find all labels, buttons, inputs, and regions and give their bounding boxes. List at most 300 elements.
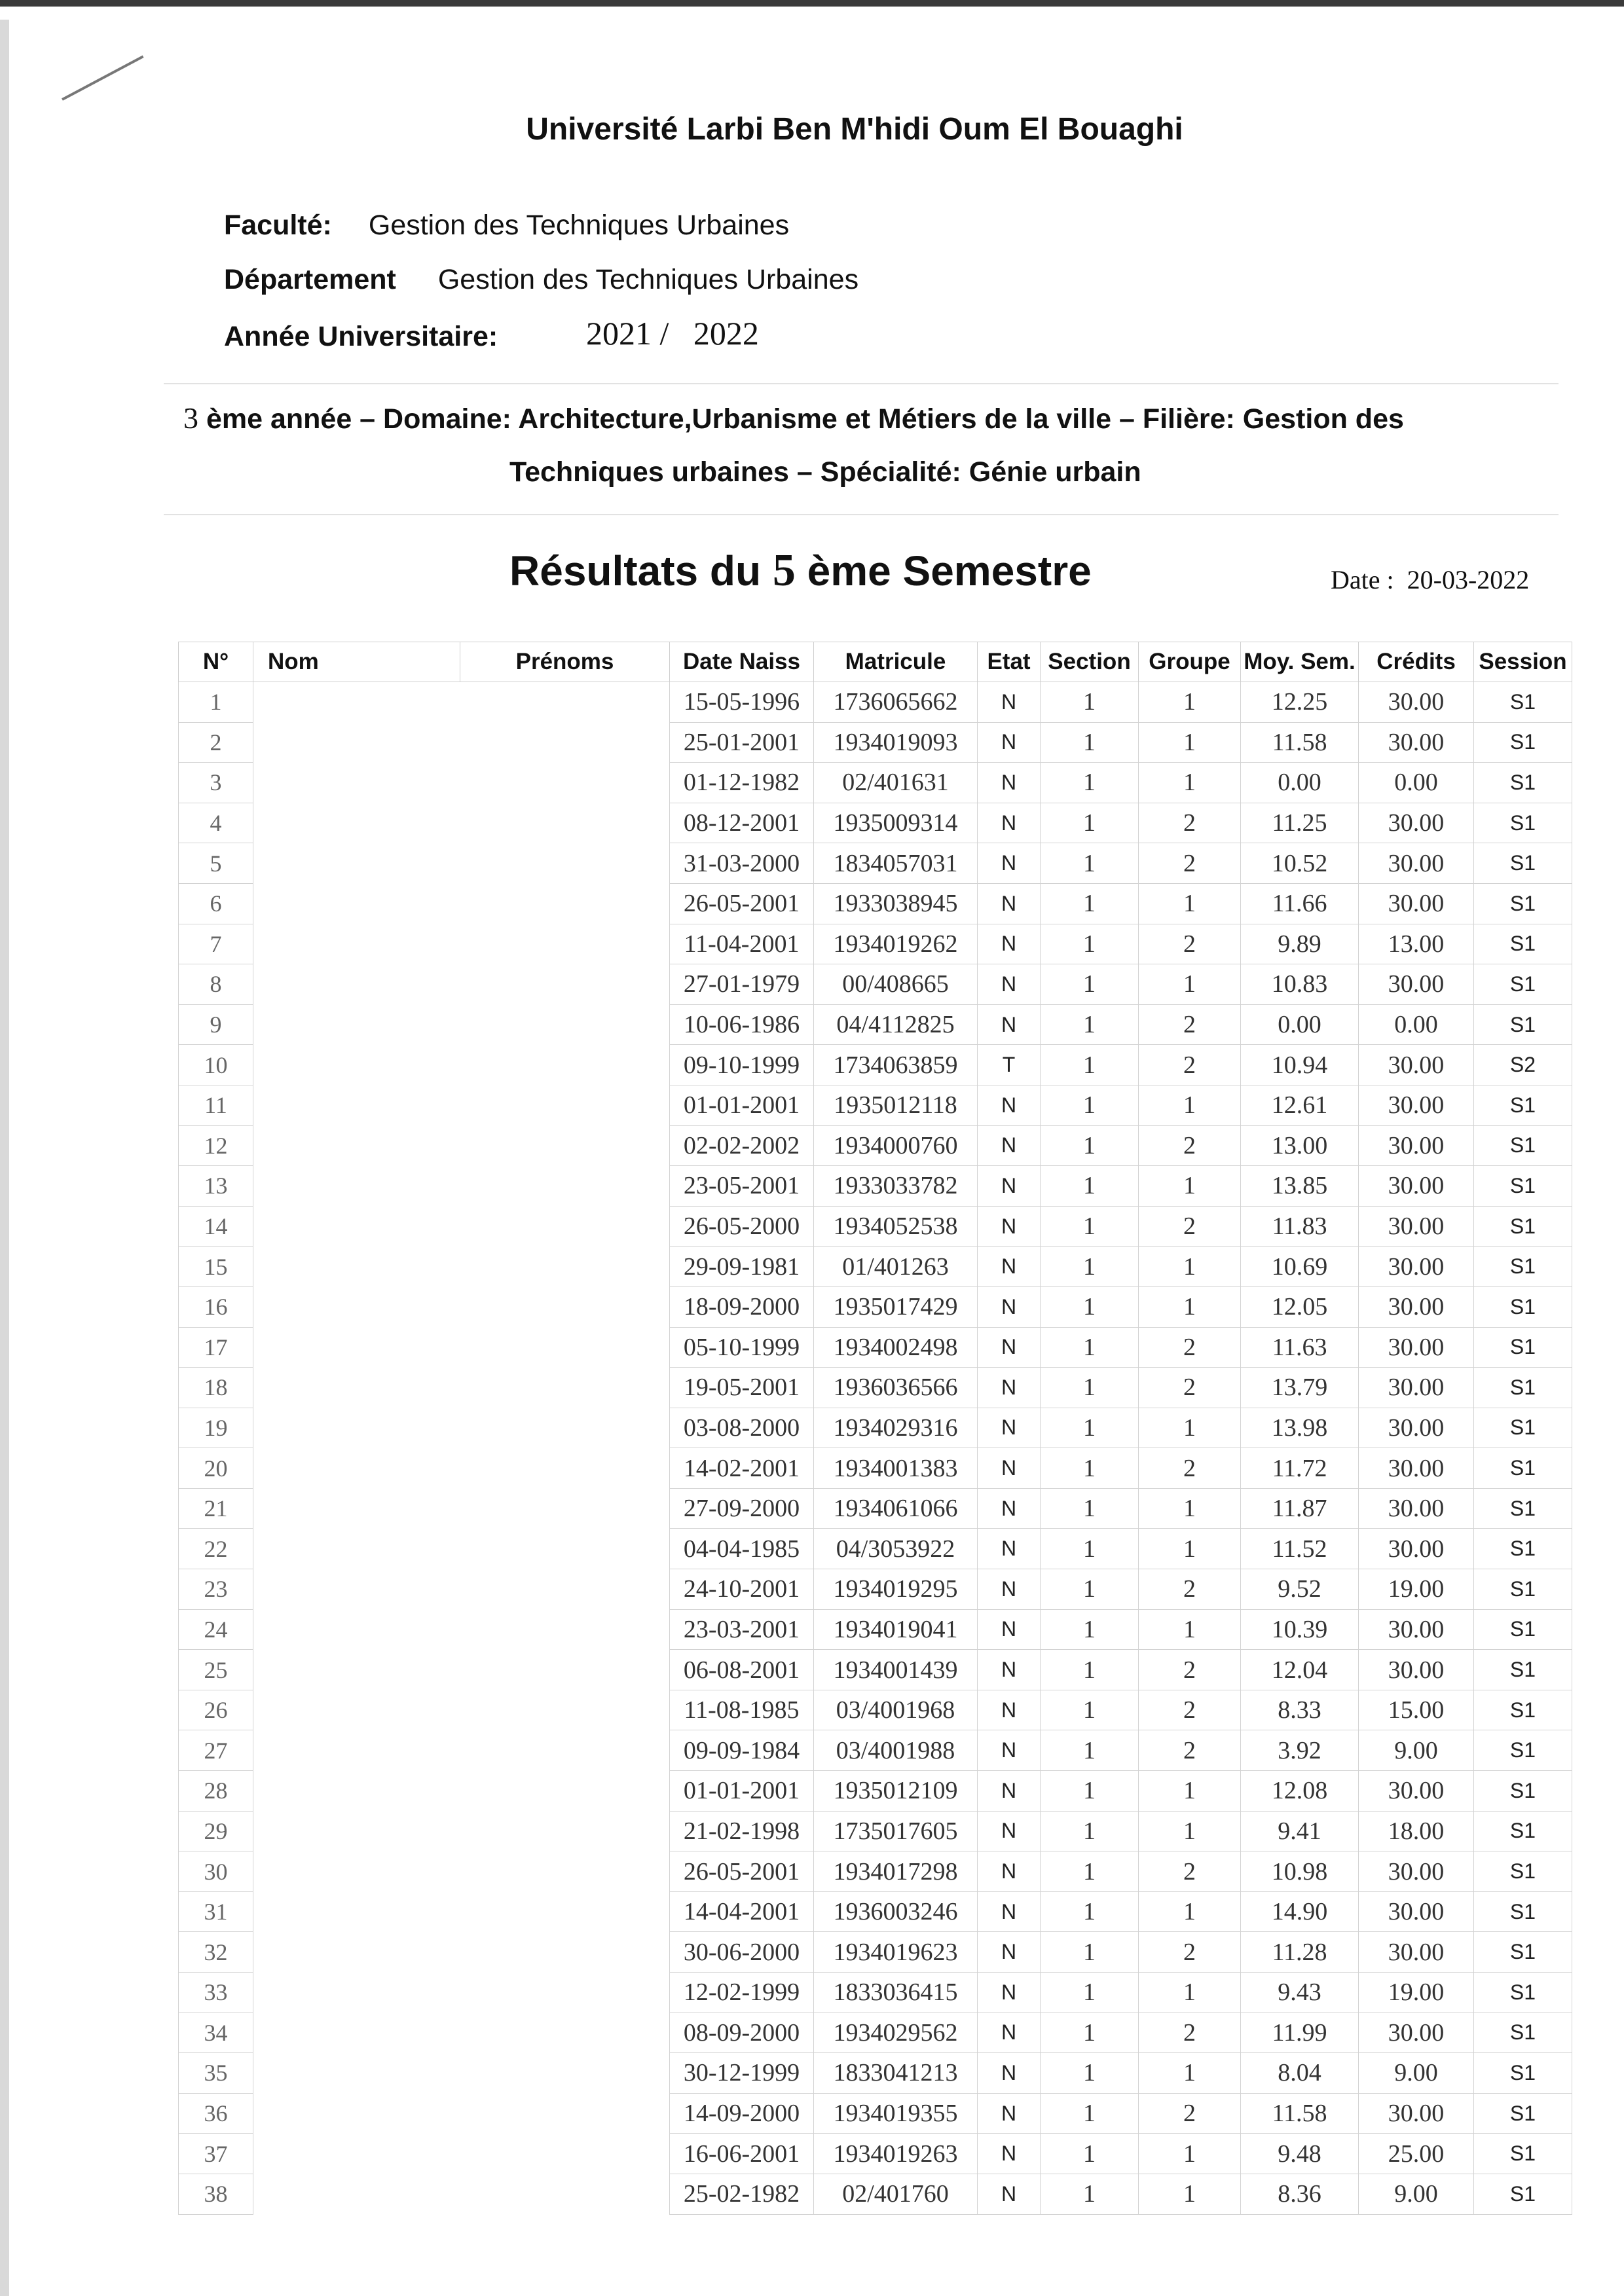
credits-cell: 0.00 [1359, 763, 1474, 803]
title-prefix: Résultats du [509, 547, 773, 594]
session-cell: S1 [1474, 682, 1572, 723]
credits-cell: 30.00 [1359, 1448, 1474, 1489]
date-naiss-cell: 19-05-2001 [670, 1368, 814, 1408]
section-cell: 1 [1041, 1569, 1139, 1610]
moyenne-cell: 10.94 [1241, 1045, 1359, 1085]
section-cell: 1 [1041, 682, 1139, 723]
groupe-cell: 1 [1139, 1408, 1241, 1448]
program-line-1 [183, 401, 1404, 435]
table-row [179, 2134, 1572, 2174]
header-matricule: Matricule [814, 642, 978, 682]
date-naiss-cell: 23-03-2001 [670, 1609, 814, 1650]
etat-cell: N [978, 722, 1041, 763]
section-cell: 1 [1041, 1529, 1139, 1569]
row-number: 24 [179, 1609, 253, 1650]
section-cell: 1 [1041, 1488, 1139, 1529]
moyenne-cell: 11.83 [1241, 1206, 1359, 1247]
table-row [179, 1771, 1572, 1812]
redacted-name-cell [253, 1771, 670, 1812]
credits-cell: 30.00 [1359, 1368, 1474, 1408]
table-row [179, 1045, 1572, 1085]
row-number: 36 [179, 2093, 253, 2134]
groupe-cell: 1 [1139, 883, 1241, 924]
session-cell: S1 [1474, 1004, 1572, 1045]
table-row [179, 1448, 1572, 1489]
credits-cell: 30.00 [1359, 1408, 1474, 1448]
moyenne-cell: 9.43 [1241, 1973, 1359, 2013]
etat-cell: N [978, 2093, 1041, 2134]
session-cell: S1 [1474, 964, 1572, 1005]
credits-cell: 9.00 [1359, 1730, 1474, 1771]
moyenne-cell: 8.04 [1241, 2053, 1359, 2094]
section-cell: 1 [1041, 803, 1139, 843]
moyenne-cell: 12.61 [1241, 1085, 1359, 1125]
etat-cell: N [978, 1368, 1041, 1408]
moyenne-cell: 11.52 [1241, 1529, 1359, 1569]
etat-cell: N [978, 1891, 1041, 1932]
row-number: 29 [179, 1811, 253, 1851]
groupe-cell: 2 [1139, 1932, 1241, 1973]
date-naiss-cell: 27-01-1979 [670, 964, 814, 1005]
etat-cell: N [978, 1569, 1041, 1610]
staple-mark [62, 56, 143, 101]
results-table [178, 642, 1572, 2215]
groupe-cell: 1 [1139, 1811, 1241, 1851]
matricule-cell: 1933033782 [814, 1166, 978, 1207]
program-line-1-text: ème année – Domaine: Architecture,Urbanisme et Métiers de la ville – Filière: Gestion des [198, 403, 1404, 435]
session-cell: S1 [1474, 1448, 1572, 1489]
groupe-cell: 2 [1139, 803, 1241, 843]
matricule-cell: 1934001439 [814, 1650, 978, 1690]
etat-cell: N [978, 1125, 1041, 1166]
section-cell: 1 [1041, 843, 1139, 884]
groupe-cell: 2 [1139, 1690, 1241, 1730]
faculty-row [224, 210, 789, 242]
table-row [179, 1529, 1572, 1569]
row-number: 5 [179, 843, 253, 884]
redacted-name-cell [253, 2093, 670, 2134]
redacted-name-cell [253, 1368, 670, 1408]
section-cell: 1 [1041, 1851, 1139, 1892]
moyenne-cell: 11.63 [1241, 1327, 1359, 1368]
redacted-name-cell [253, 1488, 670, 1529]
section-cell: 1 [1041, 1368, 1139, 1408]
credits-cell: 13.00 [1359, 924, 1474, 964]
redacted-name-cell [253, 1609, 670, 1650]
etat-cell: N [978, 1004, 1041, 1045]
department-value: Gestion des Techniques Urbaines [437, 264, 859, 295]
date-naiss-cell: 01-01-2001 [670, 1771, 814, 1812]
table-row [179, 2053, 1572, 2094]
date-naiss-cell: 25-02-1982 [670, 2174, 814, 2214]
session-cell: S1 [1474, 2093, 1572, 2134]
program-year-number: 3 [183, 401, 198, 435]
moyenne-cell: 11.66 [1241, 883, 1359, 924]
row-number: 32 [179, 1932, 253, 1973]
date-naiss-cell: 25-01-2001 [670, 722, 814, 763]
matricule-cell: 1934019295 [814, 1569, 978, 1610]
groupe-cell: 2 [1139, 1730, 1241, 1771]
credits-cell: 30.00 [1359, 1851, 1474, 1892]
redacted-name-cell [253, 1125, 670, 1166]
session-cell: S1 [1474, 1891, 1572, 1932]
date-naiss-cell: 26-05-2001 [670, 1851, 814, 1892]
row-number: 31 [179, 1891, 253, 1932]
matricule-cell: 02/401631 [814, 763, 978, 803]
academic-year-label: Année Universitaire: [224, 321, 498, 352]
groupe-cell: 1 [1139, 1488, 1241, 1529]
groupe-cell: 2 [1139, 1125, 1241, 1166]
row-number: 16 [179, 1286, 253, 1327]
session-cell: S1 [1474, 1730, 1572, 1771]
section-cell: 1 [1041, 1609, 1139, 1650]
row-number: 37 [179, 2134, 253, 2174]
table-row [179, 1004, 1572, 1045]
etat-cell: N [978, 1650, 1041, 1690]
section-cell: 1 [1041, 2013, 1139, 2053]
section-cell: 1 [1041, 1891, 1139, 1932]
groupe-cell: 1 [1139, 2174, 1241, 2214]
credits-cell: 30.00 [1359, 1771, 1474, 1812]
matricule-cell: 04/4112825 [814, 1004, 978, 1045]
groupe-cell: 2 [1139, 924, 1241, 964]
groupe-cell: 1 [1139, 1166, 1241, 1207]
table-row [179, 843, 1572, 884]
row-number: 33 [179, 1973, 253, 2013]
session-cell: S1 [1474, 2013, 1572, 2053]
section-cell: 1 [1041, 2174, 1139, 2214]
etat-cell: N [978, 1529, 1041, 1569]
redacted-name-cell [253, 1973, 670, 2013]
matricule-cell: 04/3053922 [814, 1529, 978, 1569]
moyenne-cell: 10.98 [1241, 1851, 1359, 1892]
matricule-cell: 1934017298 [814, 1851, 978, 1892]
matricule-cell: 1735017605 [814, 1811, 978, 1851]
row-number: 9 [179, 1004, 253, 1045]
credits-cell: 30.00 [1359, 1247, 1474, 1287]
table-row [179, 1973, 1572, 2013]
date-naiss-cell: 14-02-2001 [670, 1448, 814, 1489]
credits-cell: 30.00 [1359, 2093, 1474, 2134]
redacted-name-cell [253, 1529, 670, 1569]
matricule-cell: 1935012118 [814, 1085, 978, 1125]
row-number: 38 [179, 2174, 253, 2214]
redacted-name-cell [253, 1730, 670, 1771]
redacted-name-cell [253, 1286, 670, 1327]
session-cell: S1 [1474, 803, 1572, 843]
etat-cell: N [978, 883, 1041, 924]
date-naiss-cell: 30-12-1999 [670, 2053, 814, 2094]
divider-top [164, 383, 1559, 384]
row-number: 20 [179, 1448, 253, 1489]
session-cell: S1 [1474, 1125, 1572, 1166]
matricule-cell: 1934029316 [814, 1408, 978, 1448]
faculty-label: Faculté: [224, 210, 332, 241]
etat-cell: N [978, 763, 1041, 803]
moyenne-cell: 13.85 [1241, 1166, 1359, 1207]
redacted-name-cell [253, 1891, 670, 1932]
redacted-name-cell [253, 803, 670, 843]
etat-cell: N [978, 1811, 1041, 1851]
redacted-name-cell [253, 1690, 670, 1730]
table-row [179, 1609, 1572, 1650]
etat-cell: N [978, 1932, 1041, 1973]
date-naiss-cell: 27-09-2000 [670, 1488, 814, 1529]
credits-cell: 30.00 [1359, 722, 1474, 763]
date-naiss-cell: 08-09-2000 [670, 2013, 814, 2053]
section-cell: 1 [1041, 1125, 1139, 1166]
date-naiss-cell: 08-12-2001 [670, 803, 814, 843]
matricule-cell: 03/4001968 [814, 1690, 978, 1730]
section-cell: 1 [1041, 924, 1139, 964]
etat-cell: N [978, 803, 1041, 843]
etat-cell: N [978, 1771, 1041, 1812]
groupe-cell: 1 [1139, 1609, 1241, 1650]
date-naiss-cell: 14-04-2001 [670, 1891, 814, 1932]
program-line-2: Techniques urbaines – Spécialité: Génie urbain [509, 456, 1141, 488]
matricule-cell: 1934019355 [814, 2093, 978, 2134]
row-number: 4 [179, 803, 253, 843]
matricule-cell: 1936003246 [814, 1891, 978, 1932]
section-cell: 1 [1041, 1004, 1139, 1045]
redacted-name-cell [253, 2174, 670, 2214]
matricule-cell: 1934000760 [814, 1125, 978, 1166]
row-number: 2 [179, 722, 253, 763]
row-number: 13 [179, 1166, 253, 1207]
groupe-cell: 1 [1139, 722, 1241, 763]
date-naiss-cell: 02-02-2002 [670, 1125, 814, 1166]
date-naiss-cell: 14-09-2000 [670, 2093, 814, 2134]
date-naiss-cell: 01-12-1982 [670, 763, 814, 803]
table-row [179, 1932, 1572, 1973]
table-row [179, 1206, 1572, 1247]
title-semester-number: 5 [772, 545, 796, 596]
credits-cell: 30.00 [1359, 1286, 1474, 1327]
date-naiss-cell: 29-09-1981 [670, 1247, 814, 1287]
groupe-cell: 2 [1139, 2093, 1241, 2134]
section-cell: 1 [1041, 1448, 1139, 1489]
section-cell: 1 [1041, 1166, 1139, 1207]
moyenne-cell: 13.79 [1241, 1368, 1359, 1408]
date-naiss-cell: 24-10-2001 [670, 1569, 814, 1610]
etat-cell: N [978, 843, 1041, 884]
page-title [509, 545, 1092, 597]
section-cell: 1 [1041, 1932, 1139, 1973]
redacted-name-cell [253, 2053, 670, 2094]
session-cell: S1 [1474, 1488, 1572, 1529]
row-number: 22 [179, 1529, 253, 1569]
groupe-cell: 2 [1139, 1045, 1241, 1085]
moyenne-cell: 11.25 [1241, 803, 1359, 843]
redacted-name-cell [253, 964, 670, 1005]
groupe-cell: 1 [1139, 2053, 1241, 2094]
matricule-cell: 1933038945 [814, 883, 978, 924]
redacted-name-cell [253, 1408, 670, 1448]
table-row [179, 1891, 1572, 1932]
redacted-name-cell [253, 843, 670, 884]
date-naiss-cell: 16-06-2001 [670, 2134, 814, 2174]
section-cell: 1 [1041, 1973, 1139, 2013]
moyenne-cell: 0.00 [1241, 1004, 1359, 1045]
table-row [179, 763, 1572, 803]
section-cell: 1 [1041, 1045, 1139, 1085]
credits-cell: 30.00 [1359, 843, 1474, 884]
row-number: 17 [179, 1327, 253, 1368]
header-groupe: Groupe [1139, 642, 1241, 682]
etat-cell: N [978, 1408, 1041, 1448]
table-header-row [179, 642, 1572, 682]
credits-cell: 30.00 [1359, 1166, 1474, 1207]
session-cell: S1 [1474, 1368, 1572, 1408]
credits-cell: 30.00 [1359, 1650, 1474, 1690]
row-number: 23 [179, 1569, 253, 1610]
redacted-name-cell [253, 1932, 670, 1973]
academic-year-row [224, 321, 498, 353]
row-number: 10 [179, 1045, 253, 1085]
row-number: 25 [179, 1650, 253, 1690]
date-naiss-cell: 01-01-2001 [670, 1085, 814, 1125]
moyenne-cell: 10.39 [1241, 1609, 1359, 1650]
redacted-name-cell [253, 2013, 670, 2053]
redacted-name-cell [253, 2134, 670, 2174]
date-naiss-cell: 11-04-2001 [670, 924, 814, 964]
session-cell: S1 [1474, 1085, 1572, 1125]
redacted-name-cell [253, 722, 670, 763]
table-row [179, 722, 1572, 763]
session-cell: S1 [1474, 1327, 1572, 1368]
section-cell: 1 [1041, 1327, 1139, 1368]
session-cell: S1 [1474, 843, 1572, 884]
etat-cell: N [978, 964, 1041, 1005]
department-label: Département [224, 264, 396, 295]
groupe-cell: 2 [1139, 843, 1241, 884]
row-number: 34 [179, 2013, 253, 2053]
etat-cell: N [978, 1327, 1041, 1368]
moyenne-cell: 11.58 [1241, 722, 1359, 763]
header-number: N° [179, 642, 253, 682]
groupe-cell: 2 [1139, 1368, 1241, 1408]
redacted-name-cell [253, 1004, 670, 1045]
session-cell: S1 [1474, 1247, 1572, 1287]
table-row [179, 883, 1572, 924]
section-cell: 1 [1041, 1408, 1139, 1448]
credits-cell: 30.00 [1359, 1327, 1474, 1368]
matricule-cell: 1934001383 [814, 1448, 978, 1489]
header-credits: Crédits [1359, 642, 1474, 682]
date-naiss-cell: 05-10-1999 [670, 1327, 814, 1368]
table-row [179, 803, 1572, 843]
moyenne-cell: 8.33 [1241, 1690, 1359, 1730]
moyenne-cell: 9.89 [1241, 924, 1359, 964]
groupe-cell: 1 [1139, 1085, 1241, 1125]
date-naiss-cell: 03-08-2000 [670, 1408, 814, 1448]
section-cell: 1 [1041, 1690, 1139, 1730]
redacted-name-cell [253, 1569, 670, 1610]
scan-top-edge [0, 0, 1624, 7]
etat-cell: N [978, 1609, 1041, 1650]
matricule-cell: 1934002498 [814, 1327, 978, 1368]
redacted-name-cell [253, 883, 670, 924]
session-cell: S1 [1474, 1609, 1572, 1650]
date-naiss-cell: 15-05-1996 [670, 682, 814, 723]
moyenne-cell: 9.52 [1241, 1569, 1359, 1610]
groupe-cell: 2 [1139, 2013, 1241, 2053]
row-number: 27 [179, 1730, 253, 1771]
groupe-cell: 1 [1139, 1891, 1241, 1932]
groupe-cell: 2 [1139, 1569, 1241, 1610]
redacted-name-cell [253, 1448, 670, 1489]
header-nom: Nom [253, 642, 460, 682]
session-cell: S1 [1474, 1690, 1572, 1730]
section-cell: 1 [1041, 1730, 1139, 1771]
moyenne-cell: 11.58 [1241, 2093, 1359, 2134]
moyenne-cell: 10.83 [1241, 964, 1359, 1005]
credits-cell: 30.00 [1359, 883, 1474, 924]
credits-cell: 15.00 [1359, 1690, 1474, 1730]
moyenne-cell: 12.04 [1241, 1650, 1359, 1690]
row-number: 21 [179, 1488, 253, 1529]
credits-cell: 30.00 [1359, 1206, 1474, 1247]
section-cell: 1 [1041, 1247, 1139, 1287]
session-cell: S2 [1474, 1045, 1572, 1085]
redacted-name-cell [253, 1650, 670, 1690]
table-row [179, 1368, 1572, 1408]
moyenne-cell: 12.25 [1241, 682, 1359, 723]
moyenne-cell: 11.87 [1241, 1488, 1359, 1529]
credits-cell: 30.00 [1359, 1125, 1474, 1166]
table-row [179, 1286, 1572, 1327]
table-row [179, 1166, 1572, 1207]
table-row [179, 1811, 1572, 1851]
row-number: 8 [179, 964, 253, 1005]
credits-cell: 30.00 [1359, 803, 1474, 843]
session-cell: S1 [1474, 2134, 1572, 2174]
header-session: Session [1474, 642, 1572, 682]
row-number: 6 [179, 883, 253, 924]
redacted-name-cell [253, 1327, 670, 1368]
groupe-cell: 1 [1139, 2134, 1241, 2174]
row-number: 18 [179, 1368, 253, 1408]
etat-cell: N [978, 1286, 1041, 1327]
groupe-cell: 1 [1139, 1247, 1241, 1287]
row-number: 26 [179, 1690, 253, 1730]
etat-cell: T [978, 1045, 1041, 1085]
section-cell: 1 [1041, 1650, 1139, 1690]
table-row [179, 1569, 1572, 1610]
credits-cell: 30.00 [1359, 1488, 1474, 1529]
credits-cell: 30.00 [1359, 2013, 1474, 2053]
groupe-cell: 1 [1139, 1771, 1241, 1812]
matricule-cell: 1934019262 [814, 924, 978, 964]
matricule-cell: 1934019263 [814, 2134, 978, 2174]
credits-cell: 9.00 [1359, 2174, 1474, 2214]
date-naiss-cell: 10-06-1986 [670, 1004, 814, 1045]
groupe-cell: 2 [1139, 1650, 1241, 1690]
section-cell: 1 [1041, 1206, 1139, 1247]
matricule-cell: 03/4001988 [814, 1730, 978, 1771]
session-cell: S1 [1474, 1851, 1572, 1892]
header-prenoms: Prénoms [460, 642, 670, 682]
etat-cell: N [978, 1851, 1041, 1892]
session-cell: S1 [1474, 1811, 1572, 1851]
session-cell: S1 [1474, 1286, 1572, 1327]
moyenne-cell: 0.00 [1241, 763, 1359, 803]
moyenne-cell: 10.69 [1241, 1247, 1359, 1287]
etat-cell: N [978, 682, 1041, 723]
section-cell: 1 [1041, 964, 1139, 1005]
credits-cell: 30.00 [1359, 682, 1474, 723]
section-cell: 1 [1041, 883, 1139, 924]
